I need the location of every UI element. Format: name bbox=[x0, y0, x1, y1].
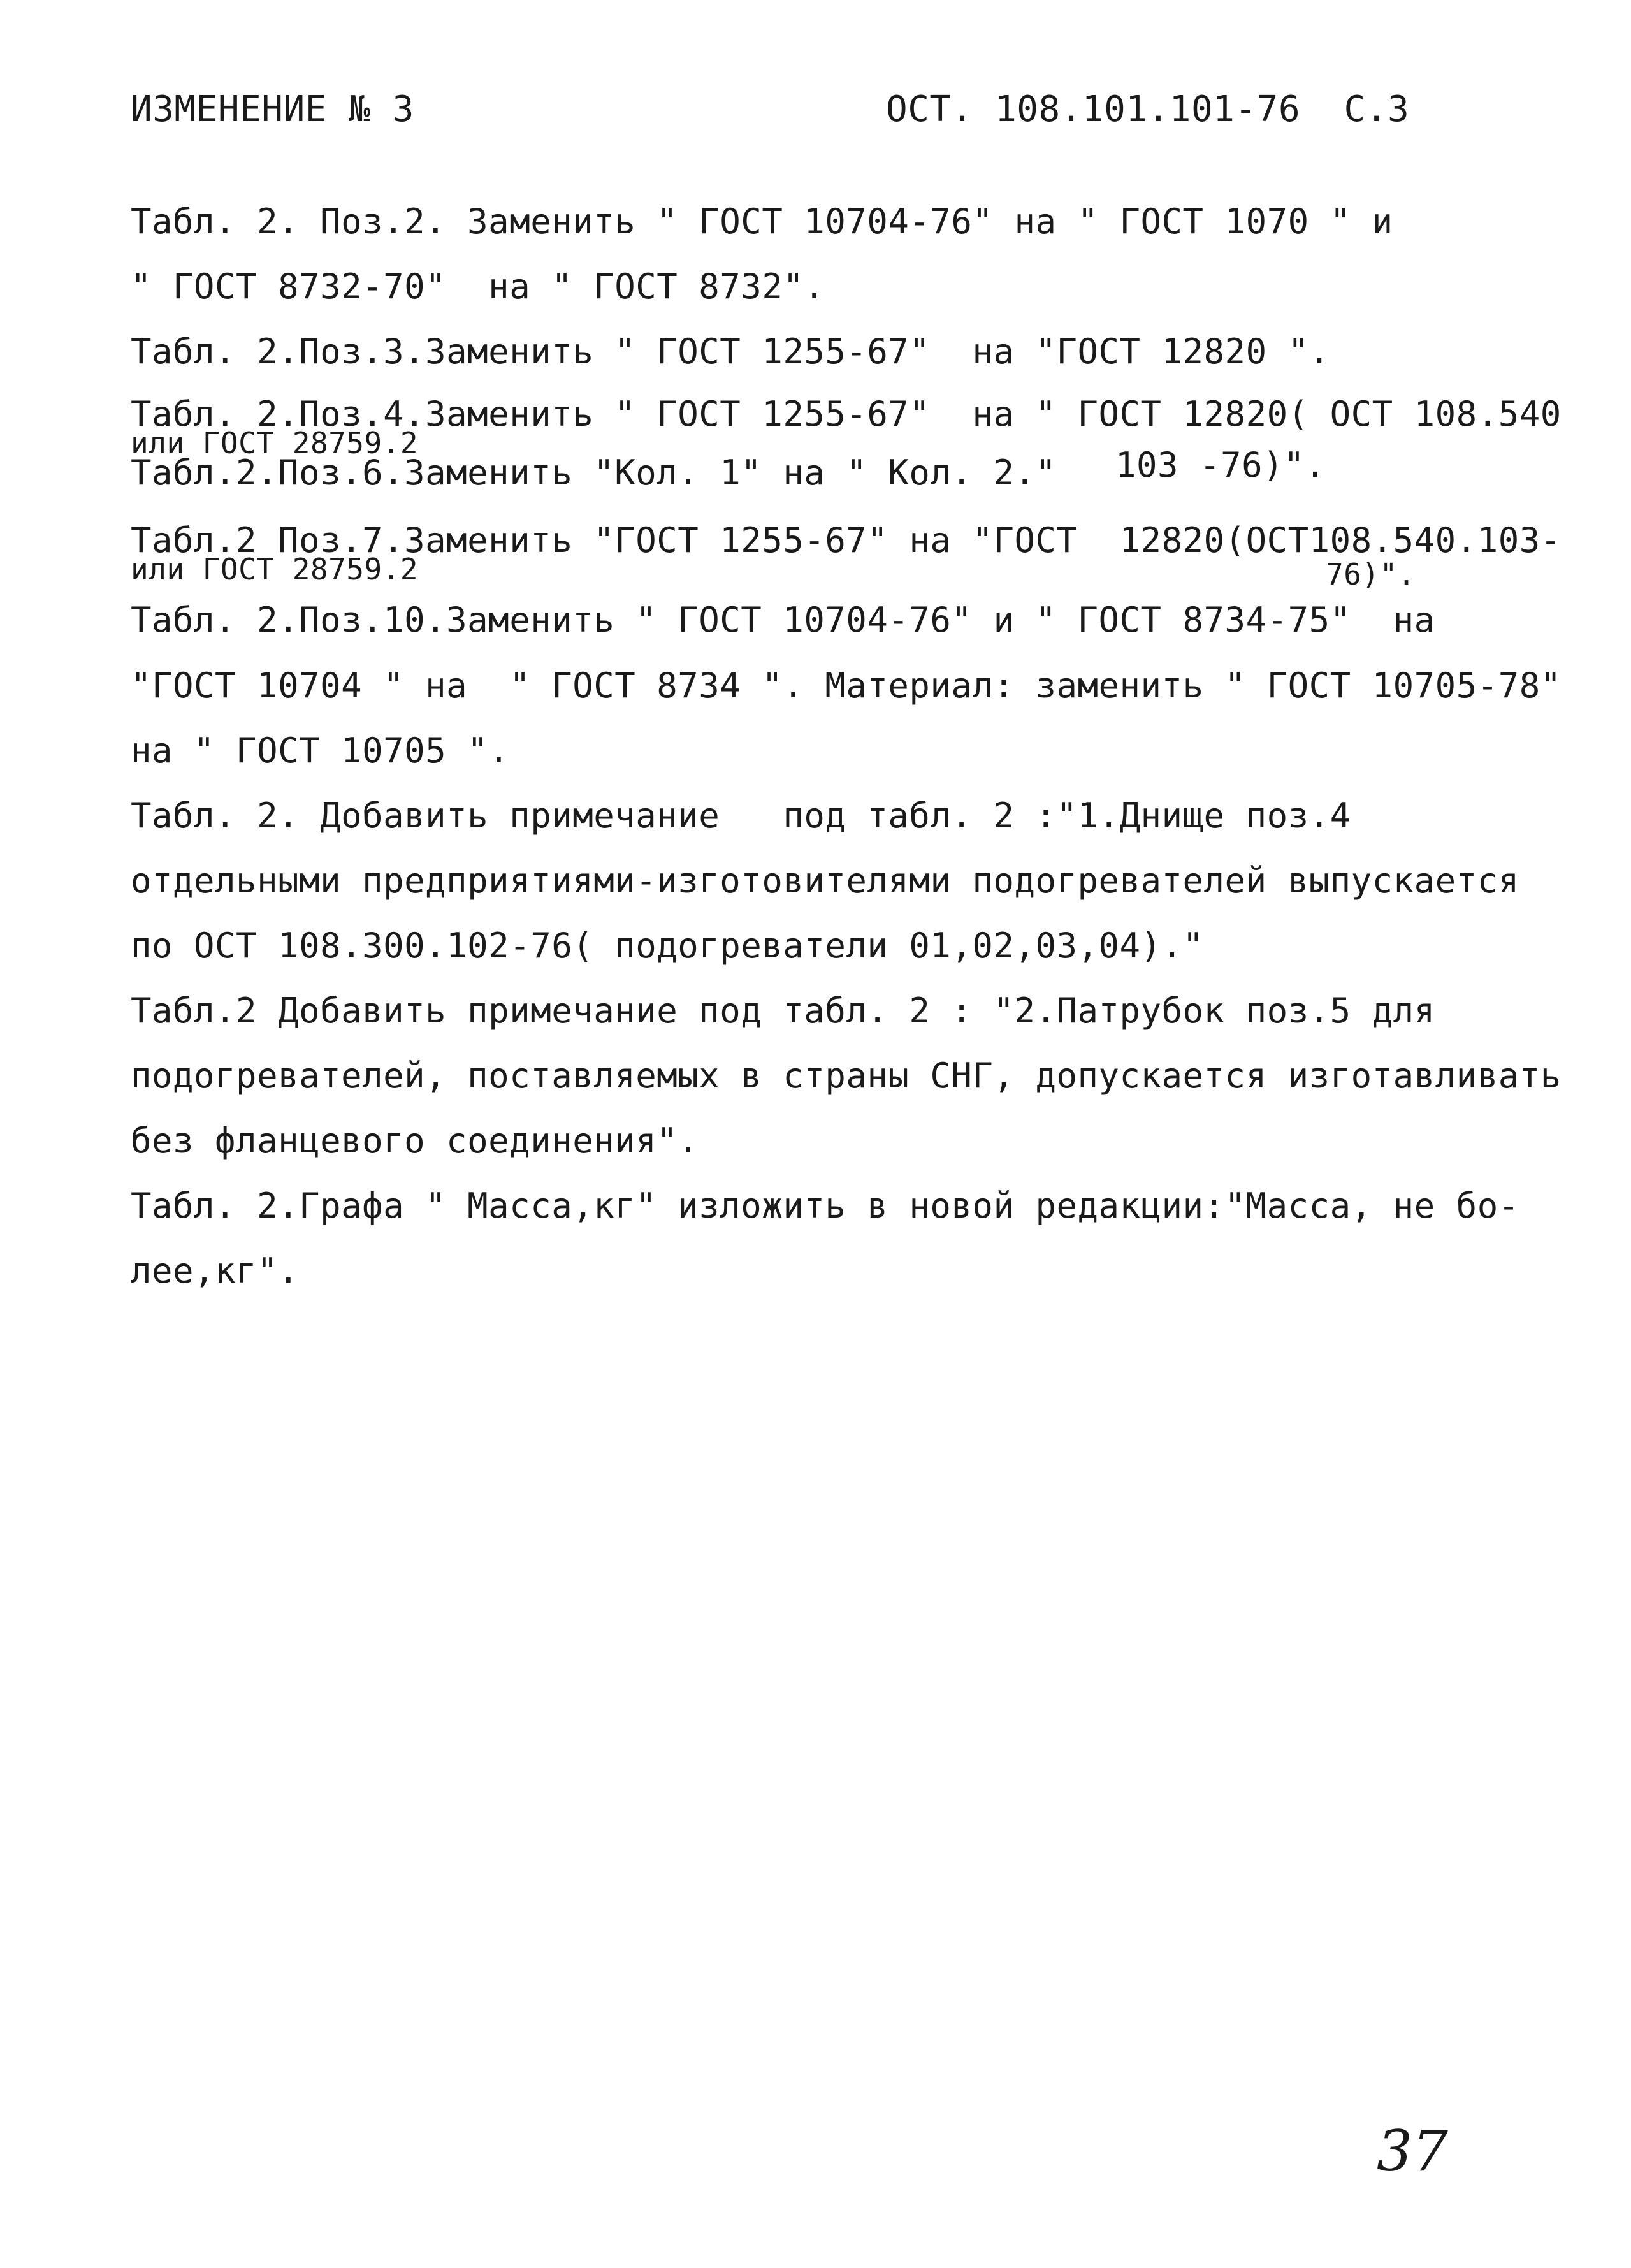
handwritten-page-number: 37 bbox=[1377, 2118, 1448, 2184]
text-line: Табл.2 Поз.7.Заменить "ГОСТ 1255-67" на "ГОСТ 12820(ОСТ108.540.103- bbox=[131, 520, 1562, 560]
text-line: на " ГОСТ 10705 ". bbox=[131, 731, 510, 771]
text-line: Табл. 2.Поз.10.Заменить " ГОСТ 10704-76" и " ГОСТ 8734-75" на bbox=[131, 600, 1435, 640]
text-line: лее,кг". bbox=[131, 1251, 300, 1291]
text-line-continuation: 76)". bbox=[1326, 557, 1416, 592]
text-line: Табл. 2.Поз.4.Заменить " ГОСТ 1255-67" на " ГОСТ 12820( ОСТ 108.540 bbox=[131, 394, 1562, 434]
change-number-heading: ИЗМЕНЕНИЕ № 3 bbox=[131, 89, 414, 130]
text-line: " ГОСТ 8732-70" на " ГОСТ 8732". bbox=[131, 266, 825, 307]
text-line: Табл.2.Поз.6.Заменить "Кол. 1" на " Кол. 2." bbox=[131, 453, 1057, 493]
text-line: Табл. 2.Поз.3.Заменить " ГОСТ 1255-67" на "ГОСТ 12820 ". bbox=[131, 331, 1330, 372]
text-line-continuation: 103 -76)". bbox=[1115, 445, 1326, 485]
text-line: Табл. 2.Графа " Масса,кг" изложить в новой редакции:"Масса, не бо- bbox=[131, 1186, 1519, 1226]
text-line: Табл. 2. Добавить примечание под табл. 2 :"1.Днище поз.4 bbox=[131, 796, 1351, 836]
text-line: по ОСТ 108.300.102-76( подогреватели 01,02,03,04)." bbox=[131, 926, 1204, 966]
text-line: Табл.2 Добавить примечание под табл. 2 : "2.Патрубок поз.5 для bbox=[131, 991, 1435, 1031]
text-line: отдельными предприятиями-изготовителями подогревателей выпускается bbox=[131, 861, 1519, 901]
standard-designation: ОСТ. 108.101.101-76 С.3 bbox=[886, 89, 1410, 130]
text-line-inserted: или ГОСТ 28759.2 bbox=[131, 552, 419, 586]
text-line: Табл. 2. Поз.2. Заменить " ГОСТ 10704-76" на " ГОСТ 1070 " и bbox=[131, 201, 1393, 242]
text-line: "ГОСТ 10704 " на " ГОСТ 8734 ". Материал: заменить " ГОСТ 10705-78" bbox=[131, 665, 1562, 706]
text-line: без фланцевого соединения". bbox=[131, 1121, 699, 1161]
text-line-inserted: или ГОСТ 28759.2 bbox=[131, 426, 419, 460]
text-line: подогревателей, поставляемых в страны СНГ, допускается изготавливать bbox=[131, 1056, 1562, 1096]
